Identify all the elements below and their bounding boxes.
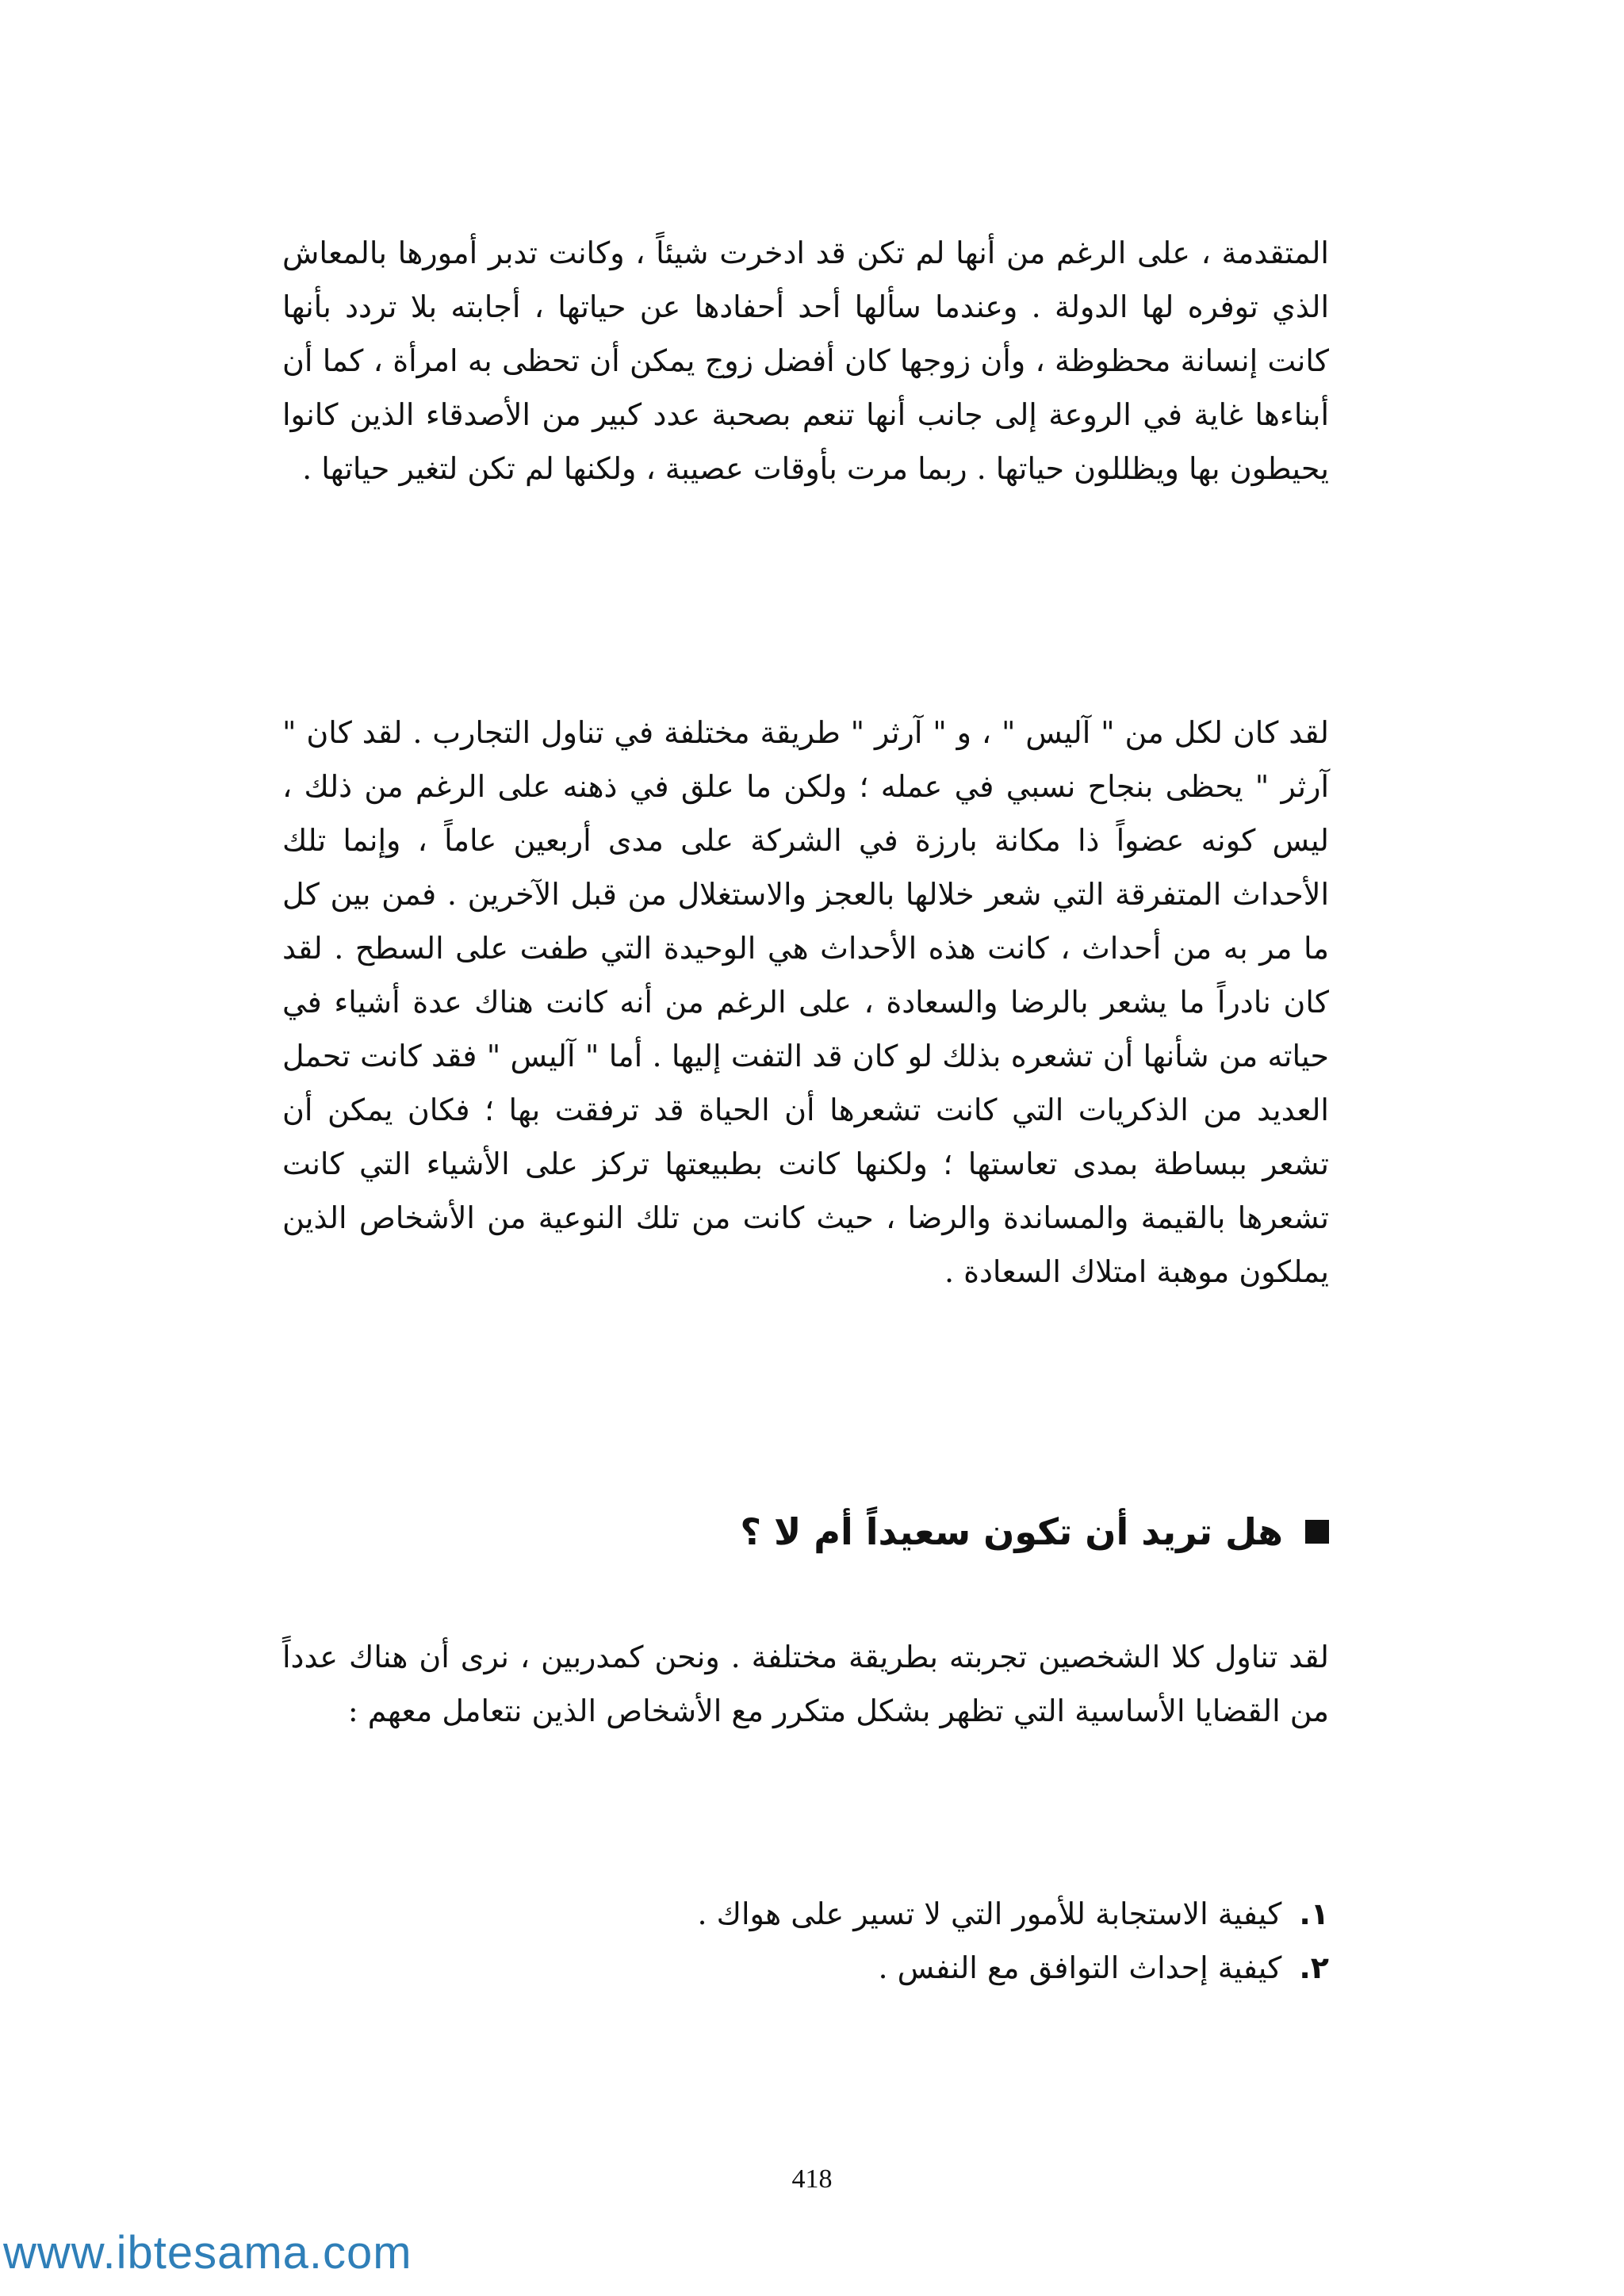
section-heading — [282, 1510, 1329, 1553]
list-item-number: ٢. — [1299, 1950, 1329, 1985]
list-item — [282, 1887, 1329, 1941]
paragraph: المتقدمة ، على الرغم من أنها لم تكن قد ادخرت شيئاً ، وكانت تدبر أمورها بالمعاش الذي توفره لها الدولة . وعندما سألها أحد أحفادها عن حياتها ، أجابته بلا تردد بأنها كانت إنسانة محظوظة ، وأن زوجها كان أفضل زوج يمكن أن تحظى به امرأة ، كما أن أبناءها غاية في الروعة إلى جانب أنها تنعم بصحبة عدد كبير من الأصدقاء الذين كانوا يحيطون بها ويظللون حياتها . ربما مرت بأوقات عصيبة ، ولكنها لم تكن لتغير حياتها . — [282, 235, 1329, 486]
paragraph: لقد تناول كلا الشخصين تجربته بطريقة مختلفة . ونحن كمدربين ، نرى أن هناك عدداً من القضايا الأساسية التي تظهر بشكل متكرر مع الأشخاص الذين نتعامل معهم : — [282, 1640, 1329, 1728]
numbered-list — [282, 1887, 1329, 1995]
list-item-number: ١. — [1299, 1896, 1329, 1931]
paragraph: لقد كان لكل من " آليس " ، و " آرثر " طريقة مختلفة في تناول التجارب . لقد كان " آرثر " يحظى بنجاح نسبي في عمله ؛ ولكن ما علق في ذهنه على الرغم من ذلك ، ليس كونه عضواً ذا مكانة بارزة في الشركة على مدى أربعين عاماً ، وإنما تلك الأحداث المتفرقة التي شعر خلالها بالعجز والاستغلال من قبل الآخرين . فمن بين كل ما مر به من أحداث ، كانت هذه الأحداث هي الوحيدة التي طفت على السطح . لقد كان نادراً ما يشعر بالرضا والسعادة ، على الرغم من أنه كانت هناك عدة أشياء في حياته من شأنها أن تشعره بذلك لو كان قد التفت إليها . أما " آليس " فقد كانت تحمل العديد من الذكريات التي كانت تشعرها أن الحياة قد ترفقت بها ؛ فكان يمكن أن تشعر ببساطة بمدى تعاستها ؛ ولكنها كانت بطبيعتها تركز على الأشياء التي كانت تشعرها بالقيمة والمساندة والرضا ، حيث كانت من تلك النوعية من الأشخاص الذين يملكون موهبة امتلاك السعادة . — [282, 715, 1329, 1289]
section-heading-text: هل تريد أن تكون سعيداً أم لا ؟ — [740, 1510, 1283, 1553]
page-number: 418 — [791, 2164, 833, 2194]
list-item — [282, 1941, 1329, 1995]
list-item-text: كيفية الاستجابة للأمور التي لا تسير على هواك . — [697, 1896, 1282, 1931]
list-item-text: كيفية إحداث التوافق مع النفس . — [878, 1950, 1282, 1985]
black-square-bullet-icon — [1305, 1520, 1329, 1544]
website-watermark: www.ibtesama.com — [3, 2227, 412, 2279]
